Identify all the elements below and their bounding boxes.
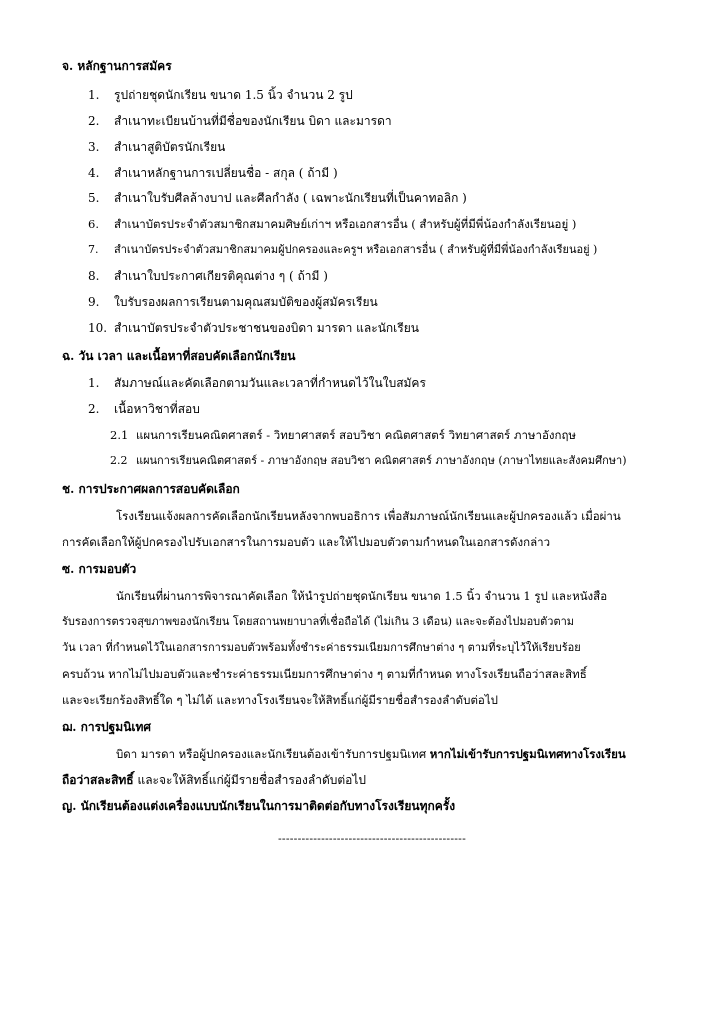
paragraph-line: การคัดเลือกให้ผู้ปกครองไปรับเอกสารในการมอบตัว และให้ไปมอบตัวตามกำหนดในเอกสารดังกล่าว <box>62 535 551 549</box>
list-item: 7. สำเนาบัตรประจำตัวสมาชิกสมาคมผู้ปกครองและครูฯ หรือเอกสารอื่น ( สำหรับผู้ที่มีพี่น้องกำลังเรียนอยู่ ) <box>88 243 598 256</box>
list-item: 1. สัมภาษณ์และคัดเลือกตามวันและเวลาที่กำหนดไว้ในใบสมัคร <box>88 376 426 390</box>
list-item: 6. สำเนาบัตรประจำตัวสมาชิกสมาคมศิษย์เก่าฯ หรือเอกสารอื่น ( สำหรับผู้ที่มีพี่น้องกำลังเรียนอยู่ ) <box>88 217 577 231</box>
paragraph-line: บิดา มารดา หรือผู้ปกครองและนักเรียนต้องเข้ารับการปฐมนิเทศ หากไม่เข้ารับการปฐมนิเทศทางโรงเรียน <box>116 747 626 761</box>
section-heading-orientation: ฌ. การปฐมนิเทศ <box>62 720 152 734</box>
list-item: 2. สำเนาทะเบียนบ้านที่มีชื่อของนักเรียน บิดา และมารดา <box>88 114 392 128</box>
paragraph-line: โรงเรียนแจ้งผลการคัดเลือกนักเรียนหลังจากพบอธิการ เพื่อสัมภาษณ์นักเรียนและผู้ปกครองแล้ว เมื่อผ่าน <box>116 509 621 523</box>
end-separator: ------------------------------------------------ <box>278 832 467 845</box>
list-item: 8. สำเนาใบประกาศเกียรติคุณต่าง ๆ ( ถ้ามี ) <box>88 269 328 283</box>
list-item: 2. เนื้อหาวิชาที่สอบ <box>88 402 200 416</box>
list-item: 10. สำเนาบัตรประจำตัวประชาชนของบิดา มารดา และนักเรียน <box>88 321 419 335</box>
list-item: 5. สำเนาใบรับศีลล้างบาป และศีลกำลัง ( เฉพาะนักเรียนที่เป็นคาทอลิก ) <box>88 191 467 205</box>
list-item: 3. สำเนาสูติบัตรนักเรียน <box>88 140 226 154</box>
paragraph-line: ครบถ้วน หากไม่ไปมอบตัวและชำระค่าธรรมเนียมการศึกษาต่าง ๆ ตามที่กำหนด ทางโรงเรียนถือว่าสละสิทธิ์ <box>62 667 587 681</box>
list-item: 1. รูปถ่ายชุดนักเรียน ขนาด 1.5 นิ้ว จำนวน 2 รูป <box>88 88 353 102</box>
paragraph-line: นักเรียนที่ผ่านการพิจารณาคัดเลือก ให้นำรูปถ่ายชุดนักเรียน ขนาด 1.5 นิ้ว จำนวน 1 รูป และหนังสือ <box>116 589 608 603</box>
paragraph-line: และจะเรียกร้องสิทธิ์ใด ๆ ไม่ได้ และทางโรงเรียนจะให้สิทธิ์แก่ผู้มีรายชื่อสำรองลำดับต่อไป <box>62 693 498 707</box>
sub-list-item: 2.1 แผนการเรียนคณิตศาสตร์ - วิทยาศาสตร์ สอบวิชา คณิตศาสตร์ วิทยาศาสตร์ ภาษาอังกฤษ <box>110 428 576 442</box>
section-heading-uniform: ญ. นักเรียนต้องแต่งเครื่องแบบนักเรียนในการมาติดต่อกับทางโรงเรียนทุกครั้ง <box>62 799 456 813</box>
section-heading-results: ช. การประกาศผลการสอบคัดเลือก <box>62 482 240 496</box>
paragraph-line: วัน เวลา ที่กำหนดไว้ในเอกสารการมอบตัวพร้อมทั้งชำระค่าธรรมเนียมการศึกษาต่าง ๆ ตามที่ระบุไว้ให้เรียบร้อย <box>62 641 581 654</box>
paragraph-line: ถือว่าสละสิทธิ์ และจะให้สิทธิ์แก่ผู้มีรายชื่อสำรองลำดับต่อไป <box>62 773 367 787</box>
section-heading-enrollment: ซ. การมอบตัว <box>62 562 137 576</box>
section-heading-evidence: จ. หลักฐานการสมัคร <box>62 59 172 73</box>
paragraph-line: รับรองการตรวจสุขภาพของนักเรียน โดยสถานพยาบาลที่เชื่อถือได้ (ไม่เกิน 3 เดือน) และจะต้องไปมอบตัวตาม <box>62 615 575 628</box>
section-heading-exam-schedule: ฉ. วัน เวลา และเนื้อหาที่สอบคัดเลือกนักเรียน <box>62 349 296 363</box>
sub-list-item: 2.2 แผนการเรียนคณิตศาสตร์ - ภาษาอังกฤษ สอบวิชา คณิตศาสตร์ ภาษาอังกฤษ (ภาษาไทยและสังคมศึกษา) <box>110 454 627 467</box>
list-item: 9. ใบรับรองผลการเรียนตามคุณสมบัติของผู้สมัครเรียน <box>88 295 378 309</box>
list-item: 4. สำเนาหลักฐานการเปลี่ยนชื่อ - สกุล ( ถ้ามี ) <box>88 166 338 180</box>
